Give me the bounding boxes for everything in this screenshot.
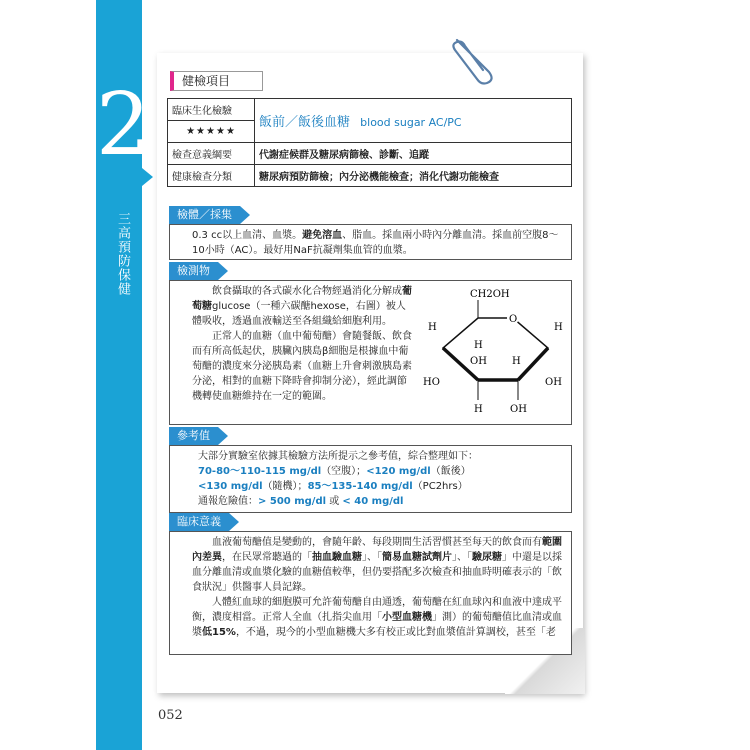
analyte-glucose: 葡萄糖 [192, 286, 412, 312]
info-row2-label: 檢查意義綱要 [168, 143, 255, 165]
mol-h2: H [554, 322, 563, 333]
mol-oh3: OH [510, 404, 527, 415]
spine-arrow [142, 168, 153, 186]
mol-h4: H [512, 356, 521, 367]
clinical-a3-bold: 簡易血糖試劑片 [382, 552, 452, 563]
info-table [167, 98, 572, 187]
clinical-b1-bold: 小型血糖機 [382, 612, 432, 623]
rating-stars: ★★★★★ [168, 121, 255, 143]
section-reference-title: 參考值 [169, 427, 218, 445]
critical-high: > 500 mg/dl [258, 496, 327, 507]
clinical-a3: 」、「 [362, 552, 382, 563]
mol-h3: H [474, 340, 483, 351]
mol-ch2oh: CH2OH [470, 289, 510, 300]
info-row2-value: 代謝症候群及糖尿病篩檢、診斷、追蹤 [255, 143, 572, 165]
clinical-b2-bold: 低15% [202, 627, 236, 638]
clinical-b2: 」測）的葡萄醣值比血清或血漿 [192, 612, 562, 638]
test-title [255, 99, 572, 143]
mol-ring-o: O [509, 314, 518, 325]
clinical-b1: 人體紅血球的細胞膜可允許葡萄醣自由通透，葡萄醣在紅血球內和血液中達成平衡，濃度相當。正常人全血（扎指尖血用「 [192, 597, 562, 623]
section-collection-body [169, 224, 572, 260]
ref-pc2h-label: （PC2hrs） [412, 481, 468, 492]
section-collection-title: 檢體／採集 [169, 206, 240, 224]
page-number: 052 [158, 708, 183, 723]
reference-intro: 大部分實驗室依據其檢驗方法所提示之參考值，綜合整理如下： [198, 451, 478, 462]
mol-oh2: OH [545, 377, 562, 388]
clinical-a2-bold: 抽血驗血糖 [312, 552, 362, 563]
clinical-a4-bold: 驗尿糖 [472, 552, 502, 563]
paperclip-icon [449, 36, 497, 86]
analyte-p1-a: 飲食攝取的各式碳水化合物經過消化分解成 [212, 286, 402, 297]
ref-random-label: （隨機）； [262, 481, 308, 492]
test-title-en: blood sugar AC/PC [360, 116, 462, 129]
test-title-cn: 飯前／飯後血糖 [259, 115, 351, 130]
section-clinical-header [169, 513, 572, 531]
critical-label: 通報危險值： [198, 496, 258, 507]
glucose-structure-diagram [418, 280, 568, 420]
chapter-number: 2 [96, 75, 151, 175]
clinical-a2: ，在民眾常聽過的「 [222, 552, 312, 563]
ref-pc2h-value: 85～135-140 mg/dl [307, 481, 413, 492]
ref-postmeal-label: （飯後） [430, 466, 471, 477]
mol-h1: H [428, 322, 437, 333]
clinical-b3: ，不過，現今的小型血糖機大多有校正或比對血漿值計算調校，甚至「老 [235, 627, 556, 638]
collection-text-1: 0.3 cc以上血清、血漿。 [192, 230, 303, 241]
collection-bold: 避免溶血 [302, 230, 343, 241]
section-collection-header [169, 206, 572, 224]
info-row3-label: 健康檢查分類 [168, 165, 255, 187]
section-header-label: 健檢項目 [170, 71, 263, 91]
section-analyte-header [169, 262, 572, 280]
mol-ho: HO [423, 377, 440, 388]
clinical-a1: 血液葡萄醣值是變動的，會隨年齡、每段期間生活習慣甚至每天的飲食而有 [212, 537, 542, 548]
collection-text-2: 、脂血。採血兩小時內分離血清。採血前空腹8～10小時（AC）。最好用NaF抗凝劑集血管的血漿。 [192, 230, 559, 256]
analyte-p2: 正常人的血糖（血中葡萄醣）會隨餐飯、飲食而有所高低起伏，胰臟內胰島β細胞是根據血中葡萄醣的濃度來分泌胰島素（血糖上升會刺激胰島素分泌，相對的血糖下降時會抑制分泌），經此調節機轉使血糖維持在一定的範圍。 [192, 331, 412, 402]
section-reference-header [169, 427, 572, 445]
ref-postmeal-value: <120 mg/dl [366, 466, 431, 477]
info-row3-value: 糖尿病預防篩檢；內分泌機能檢查；消化代謝功能檢查 [255, 165, 572, 187]
clinical-a5: 」中還是以採血分離血清或血漿化驗的血糖值較準，但仍要搭配多次檢查和抽血時明確表示的「飲食狀況」供醫事人員記錄。 [192, 552, 562, 593]
section-reference-body [169, 445, 572, 513]
critical-or: 或 [326, 496, 343, 507]
chapter-title: 三高預防保健 [115, 212, 130, 296]
clinical-a1-bold: 範圍內差異 [192, 537, 562, 563]
analyte-p1-c: glucose（一種六碳醣hexose，右圖）被人體吸收，透過血液輸送至各組織給細胞利用。 [192, 301, 406, 327]
ref-fasting-label: （空腹）； [321, 466, 367, 477]
section-clinical-body [169, 531, 572, 655]
mol-h5: H [474, 404, 483, 415]
mol-oh1: OH [470, 356, 487, 367]
clinical-a4: 」、「 [452, 552, 472, 563]
ref-fasting-value: 70-80～110-115 mg/dl [198, 466, 322, 477]
info-row1-label: 臨床生化檢驗 [168, 99, 255, 121]
ref-random-value: <130 mg/dl [198, 481, 263, 492]
section-clinical-title: 臨床意義 [169, 513, 229, 531]
section-analyte-title: 檢測物 [169, 262, 218, 280]
critical-low: < 40 mg/dl [342, 496, 404, 507]
